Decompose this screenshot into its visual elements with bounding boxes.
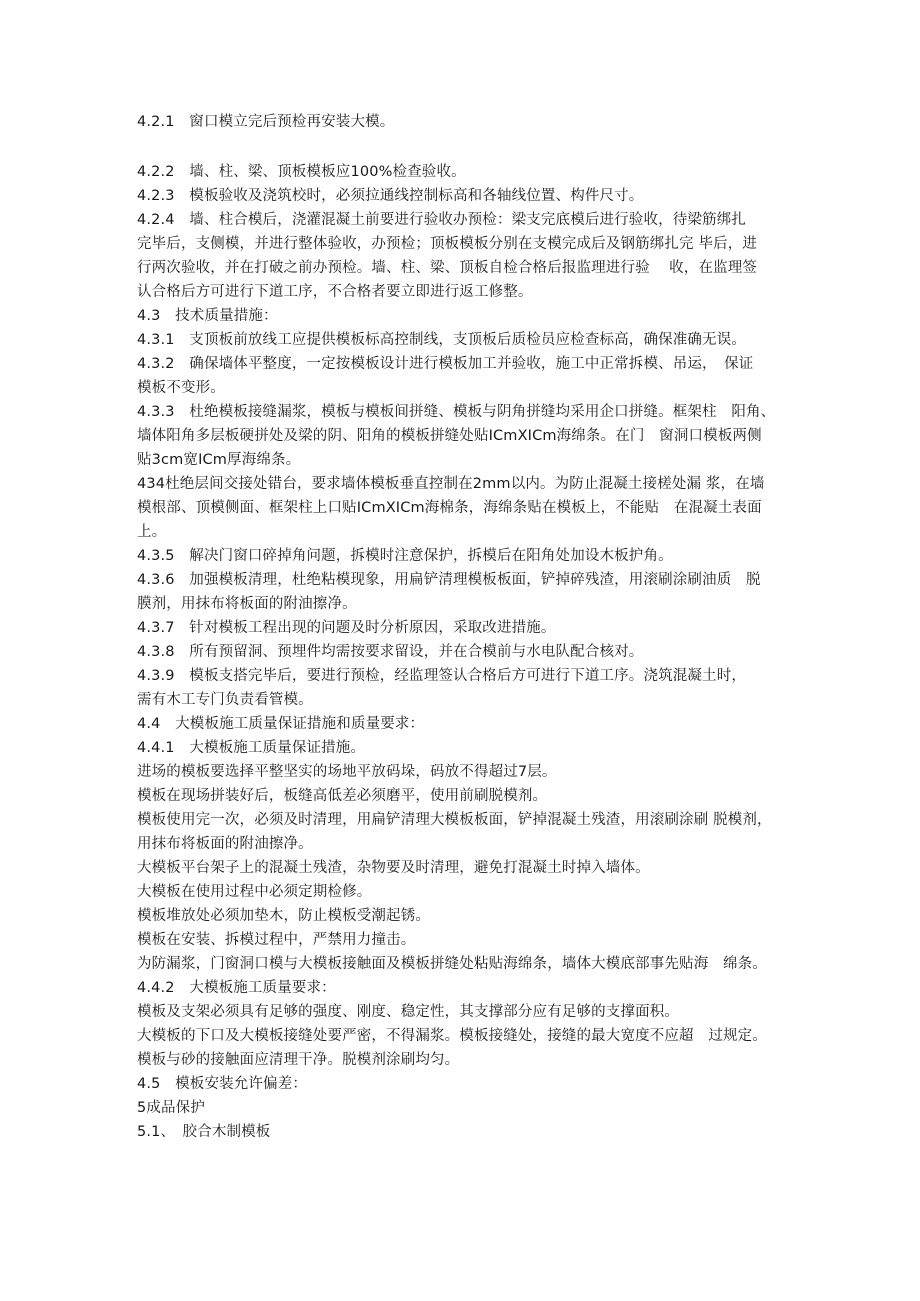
text-line: 用抹布将板面的附油擦净。 [137,836,313,852]
text-line: 434杜绝层间交接处错台，要求墙体模板垂直控制在2mm以内。为防止混凝土接槎处漏 浆，在墙 [137,476,765,492]
text-line: 进场的模板要选择平整坚实的场地平放码垛，码放不得超过7层。 [137,764,557,780]
text-line: 模板堆放处必须加垫木，防止模板受潮起锈。 [137,908,430,924]
paragraph-gap [137,134,797,160]
section-heading: 4.4 大模板施工质量保证措施和质量要求： [137,716,425,732]
text-line: 4.3.2 确保墙体平整度，一定按模板设计进行模板加工并验收，施工中正常拆模、吊运， 保证 [137,356,754,372]
text-line: 上。 [137,524,167,540]
text-line: 模板与砂的接触面应清理干净。脱模剂涂刷均匀。 [137,1052,460,1068]
text-line: 大模板的下口及大模板接缝处要严密，不得漏浆。模板接缝处，接缝的最大宽度不应超 过规定。 [137,1028,767,1044]
text-line: 4.3.3 杜绝模板接缝漏浆，模板与模板间拼缝、模板与阴角拼缝均采用企口拼缝。框架柱 阳角、 [137,404,776,420]
section-heading: 4.3 技术质量措施： [137,308,278,324]
text-line: 贴3cm宽ICm厚海绵条。 [137,452,301,468]
document-page [137,110,797,1144]
text-line: 大模板平台架子上的混凝土残渣，杂物要及时清理，避免打混凝土时掉入墙体。 [137,860,650,876]
section-heading: 5成品保护 [137,1100,205,1116]
text-line: 4.3.1 支顶板前放线工应提供模板标高控制线，支顶板后质检员应检查标高，确保准确无误。 [137,332,746,348]
text-line: 为防漏浆，门窗洞口模与大模板接触面及模板拼缝处粘贴海绵条，墙体大模底部事先贴海 绵条。 [137,956,767,972]
text-line: 4.3.6 加强模板清理，杜绝粘模现象，用扁铲清理模板板面，铲掉碎残渣，用滚刷涂刷油质 脱 [137,572,761,588]
text-line: 认合格后方可进行下道工序，不合格者要立即进行返工修整。 [137,284,533,300]
text-line: 4.3.9 模板支搭完毕后，要进行预检，经监理签认合格后方可进行下道工序。浇筑混凝土时， [137,668,746,684]
text-line: 墙体阳角多层板硬拼处及梁的阴、阳角的模板拼缝处贴ICmXICm海绵条。在门 窗洞口模板两侧 [137,428,762,444]
text-line: 模根部、顶模侧面、框架柱上口贴ICmXICm海棉条，海绵条贴在模板上，不能贴 在混凝土表面 [137,500,762,516]
text-line: 4.2.3 模板验收及浇筑校时，必须拉通线控制标高和各轴线位置、构件尺寸。 [137,188,644,204]
section-heading: 4.5 模板安装允许偏差： [137,1076,308,1092]
text-line: 模板在现场拼装好后，板缝高低差必须磨平，使用前刷脱模剂。 [137,788,548,804]
text-line: 4.3.7 针对模板工程出现的问题及时分析原因，采取改进措施。 [137,620,556,636]
text-line: 4.2.1 窗口模立完后预检再安装大模。 [137,114,395,130]
text-line: 行两次验收，并在打破之前办预检。墙、柱、梁、顶板自检合格后报监理进行验 收，在监理签 [137,260,758,276]
text-line: 4.2.4 墙、柱合模后，浇灌混凝土前要进行验收办预检：梁支完底模后进行验收，待梁筋绑扎 [137,212,746,228]
text-line: 模板在安装、拆模过程中，严禁用力撞击。 [137,932,416,948]
text-line: 4.2.2 墙、柱、梁、顶板模板应100%检查验收。 [137,164,466,180]
text-line: 大模板在使用过程中必须定期检修。 [137,884,372,900]
text-line: 完毕后，支侧模，并进行整体验收，办预检；顶板模板分别在支模完成后及钢筋绑扎完 毕后，进 [137,236,758,252]
text-line: 4.3.8 所有预留洞、预埋件均需按要求留设，并在合模前与水电队配合核对。 [137,644,644,660]
text-line: 模板使用完一次，必须及时清理，用扁铲清理大模板板面，铲掉混凝土残渣，用滚刷涂刷 脱模剂， [137,812,772,828]
text-line: 模板及支架必须具有足够的强度、刚度、稳定性，其支撑部分应有足够的支撑面积。 [137,1004,680,1020]
text-line: 5.1、 胶合木制模板 [137,1124,271,1140]
text-line: 4.3.5 解决门窗口碎掉角问题，拆模时注意保护，拆模后在阳角处加设木板护角。 [137,548,673,564]
text-line: 需有木工专门负责看管模。 [137,692,313,708]
text-line: 4.4.1 大模板施工质量保证措施。 [137,740,366,756]
text-line: 4.4.2 大模板施工质量要求： [137,980,336,996]
text-line: 模板不变形。 [137,380,225,396]
text-line: 膜剂，用抹布将板面的附油擦净。 [137,596,357,612]
